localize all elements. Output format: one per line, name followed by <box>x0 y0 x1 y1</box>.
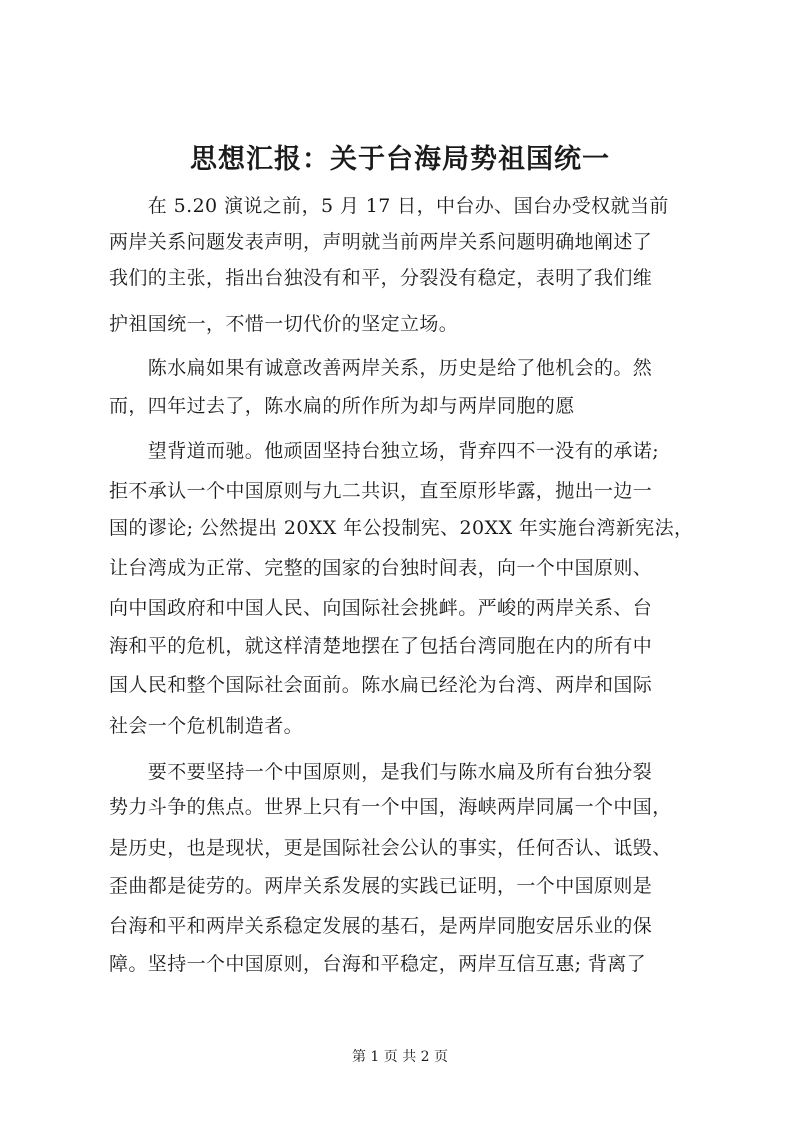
body-line: 海和平的危机，就这样清楚地摆在了包括台湾同胞在内的所有中 <box>109 635 653 657</box>
body-line: 拒不承认一个中国原则与九二共识，直至原形毕露，抛出一边一 <box>109 480 653 502</box>
body-line: 而，四年过去了，陈水扁的所作所为却与两岸同胞的愿 <box>109 395 575 417</box>
body-line: 陈水扁如果有诚意改善两岸关系，历史是给了他机会的。然 <box>109 357 653 379</box>
body-line: 是历史，也是现状，更是国际社会公认的事实，任何否认、诋毁、 <box>109 837 672 859</box>
body-line: 障。坚持一个中国原则，台海和平稳定，两岸互信互惠; 背离了 <box>109 953 647 975</box>
body-line: 歪曲都是徒劳的。两岸关系发展的实践已证明，一个中国原则是 <box>109 875 653 897</box>
body-line: 两岸关系问题发表声明，声明就当前两岸关系问题明确地阐述了 <box>109 231 653 253</box>
body-line: 向中国政府和中国人民、向国际社会挑衅。严峻的两岸关系、台 <box>109 597 653 619</box>
body-line: 我们的主张，指出台独没有和平，分裂没有稳定，表明了我们维 <box>109 267 653 289</box>
document-title: 思想汇报：关于台海局势祖国统一 <box>190 144 610 175</box>
body-line: 社会一个危机制造者。 <box>109 715 304 737</box>
body-line: 护祖国统一，不惜一切代价的坚定立场。 <box>109 313 459 335</box>
body-line: 国人民和整个国际社会面前。陈水扁已经沦为台湾、两岸和国际 <box>109 674 653 696</box>
body-line: 国的谬论; 公然提出 20XX 年公投制宪、20XX 年实施台湾新宪法， <box>109 517 694 539</box>
body-line: 望背道而驰。他顽固坚持台独立场，背弃四不一没有的承诺; <box>109 440 660 462</box>
body-line: 要不要坚持一个中国原则，是我们与陈水扁及所有台独分裂 <box>109 761 653 783</box>
body-line: 势力斗争的焦点。世界上只有一个中国，海峡两岸同属一个中国， <box>109 796 672 818</box>
body-line: 台海和平和两岸关系稳定发展的基石，是两岸同胞安居乐业的保 <box>109 915 653 937</box>
body-line: 在 5.20 演说之前，5 月 17 日，中台办、国台办受权就当前 <box>109 195 669 217</box>
body-line: 让台湾成为正常、完整的国家的台独时间表，向一个中国原则、 <box>109 557 653 579</box>
page-footer: 第 1 页 共 2 页 <box>351 1049 449 1065</box>
